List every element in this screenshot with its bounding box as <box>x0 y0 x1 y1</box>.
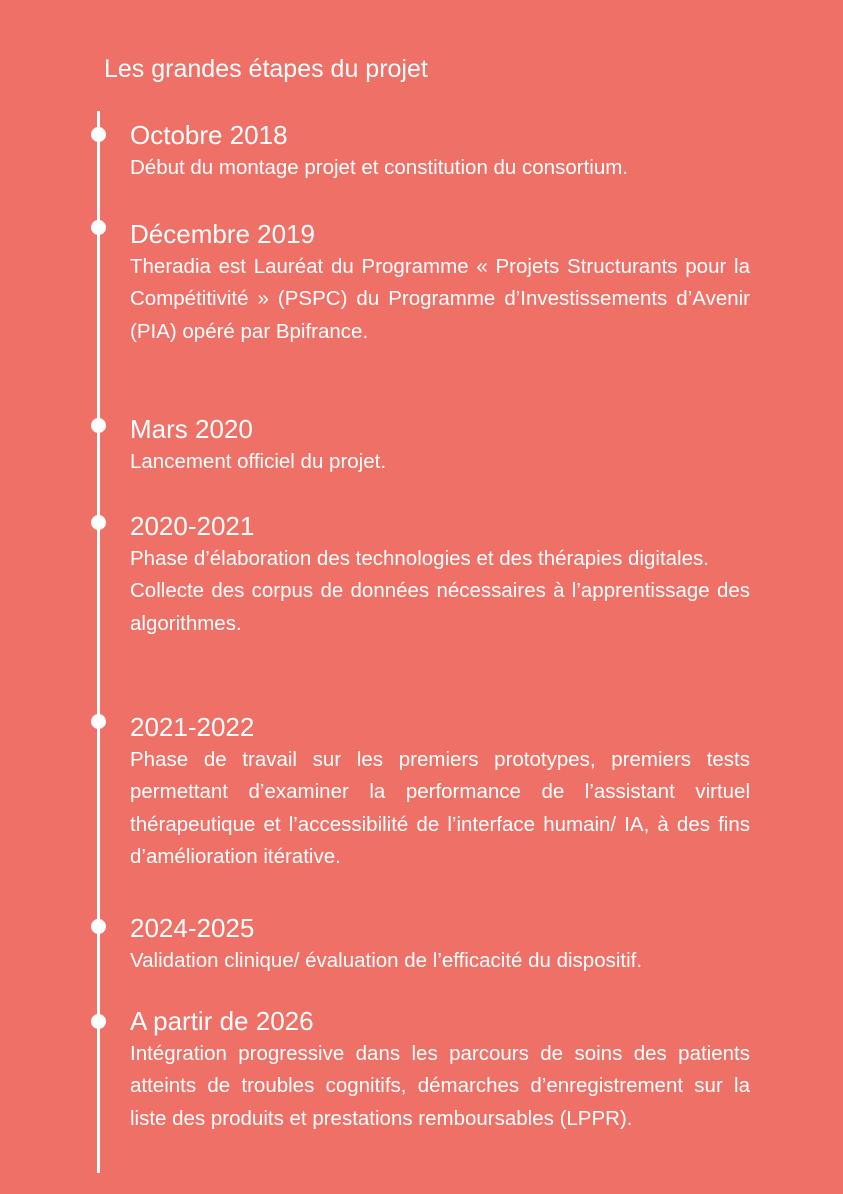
event-date: A partir de 2026 <box>130 1006 314 1036</box>
event-date: 2024-2025 <box>130 913 255 943</box>
event-date: Décembre 2019 <box>130 219 315 249</box>
timeline-dot <box>91 127 106 142</box>
event-description <box>130 744 750 873</box>
event-description-line: Phase de travail sur les premiers prototypes, premiers tests permettant d’examiner la performance de l’assistant virtuel thérapeutique et l’accessibilité de l’interface humain/ IA, à des fins d’amélioration itérative. <box>130 748 750 868</box>
event-description-line: Validation clinique/ évaluation de l’efficacité du dispositif. <box>130 949 643 972</box>
event-description <box>130 251 750 348</box>
event-description-line: Collecte des corpus de données nécessaires à l’apprentissage des algorithmes. <box>130 579 750 635</box>
event-description-line: Intégration progressive dans les parcours de soins des patients atteints de troubles cognitifs, démarches d’enregistrement sur la liste des produits et prestations remboursables (LPPR). <box>130 1042 750 1130</box>
event-description <box>130 1038 750 1135</box>
timeline-dot <box>91 220 106 235</box>
event-description <box>130 945 750 977</box>
event-description-line: Theradia est Lauréat du Programme « Projets Structurants pour la Compétitivité » (PSPC) du Programme d’Investissements d’Avenir (PIA) opéré par Bpifrance. <box>130 255 750 343</box>
event-date: 2020-2021 <box>130 511 255 541</box>
page-title: Les grandes étapes du projet <box>104 55 428 83</box>
event-description-line: Phase d’élaboration des technologies et des thérapies digitales. <box>130 547 709 570</box>
timeline-dot <box>91 418 106 433</box>
timeline-dot <box>91 515 106 530</box>
event-description <box>130 543 750 640</box>
timeline-dot <box>91 1014 106 1029</box>
event-date: Octobre 2018 <box>130 120 288 150</box>
event-date: Mars 2020 <box>130 414 253 444</box>
timeline-dot <box>91 714 106 729</box>
timeline-dot <box>91 919 106 934</box>
event-date: 2021-2022 <box>130 712 255 742</box>
event-description-line: Lancement officiel du projet. <box>130 450 387 473</box>
event-description <box>130 152 750 184</box>
event-description-line: Début du montage projet et constitution du consortium. <box>130 156 628 179</box>
event-description <box>130 446 750 478</box>
